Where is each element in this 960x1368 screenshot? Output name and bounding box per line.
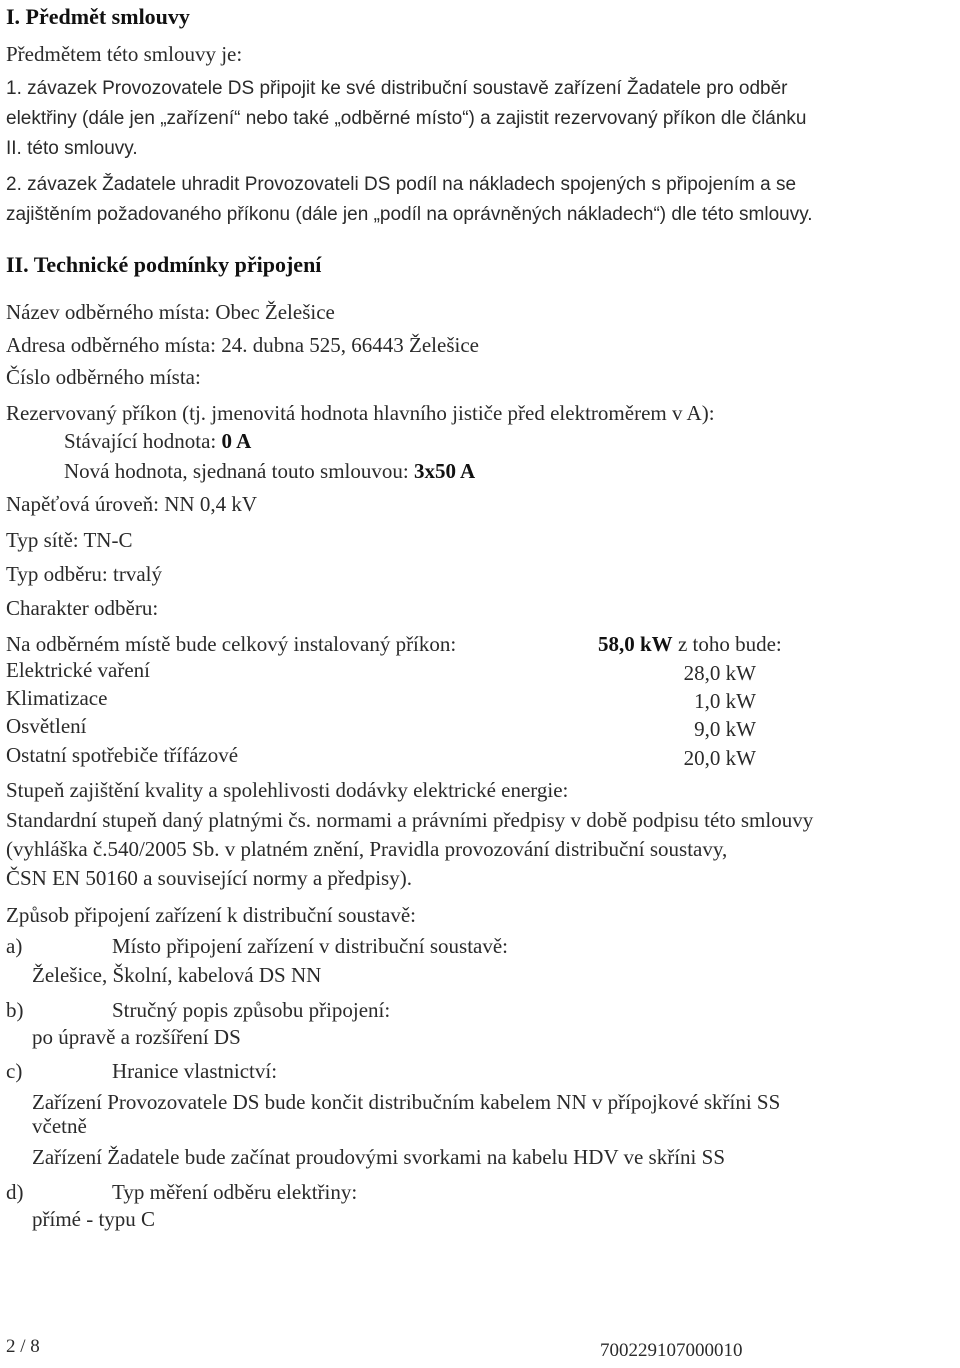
- item-1-line-2: elektřiny (dále jen „zařízení“ nebo také „odběrné místo“) a zajistit rezervovaný příkon dle článku: [6, 108, 807, 129]
- item-1-line-1: 1. závazek Provozovatele DS připojit ke své distribuční soustavě zařízení Žadatele pro odběr: [6, 78, 788, 99]
- item-c-title: Hranice vlastnictví:: [112, 1059, 278, 1083]
- consumption-character: Charakter odběru:: [6, 596, 159, 620]
- power-item-value: 28,0 kW: [683, 661, 756, 685]
- power-item-label: Osvětlení: [6, 714, 87, 738]
- current-value-label: Stávající hodnota:: [64, 429, 222, 453]
- item-a-marker: a): [6, 934, 23, 958]
- power-item-value: 9,0 kW: [694, 717, 756, 741]
- total-power-line: [598, 632, 782, 657]
- total-power-suffix: z toho bude:: [672, 632, 782, 656]
- new-value-line: [64, 459, 475, 484]
- total-power-value: 58,0 kW: [598, 632, 673, 656]
- current-value: 0 A: [221, 429, 252, 453]
- power-item-label: Ostatní spotřebiče třífázové: [6, 743, 239, 767]
- item-1-line-3: II. této smlouvy.: [6, 138, 138, 159]
- item-d-text: přímé - typu C: [32, 1207, 156, 1231]
- item-c-text-3: Zařízení Žadatele bude začínat proudovými svorkami na kabelu HDV ve skříni SS: [32, 1145, 725, 1169]
- item-b-text: po úpravě a rozšíření DS: [32, 1025, 241, 1049]
- power-item-label: Elektrické vaření: [6, 658, 151, 682]
- power-item-label: Klimatizace: [6, 686, 108, 710]
- new-value: 3x50 A: [413, 459, 476, 483]
- section-2-heading: II. Technické podmínky připojení: [6, 252, 322, 277]
- item-2-line-2: zajištěním požadovaného příkonu (dále jen „podíl na oprávněných nákladech“) dle této smlouvy.: [6, 204, 813, 225]
- quality-line-3: ČSN EN 50160 a související normy a předpisy).: [6, 866, 412, 890]
- item-b-marker: b): [6, 998, 24, 1022]
- place-address: Adresa odběrného místa: 24. dubna 525, 66443 Želešice: [6, 333, 479, 357]
- item-d-marker: d): [6, 1180, 24, 1204]
- place-name: Název odběrného místa: Obec Želešice: [6, 300, 335, 324]
- total-power-label: Na odběrném místě bude celkový instalovaný příkon:: [6, 632, 457, 656]
- new-value-label: Nová hodnota, sjednaná touto smlouvou:: [64, 459, 414, 483]
- item-b-title: Stručný popis způsobu připojení:: [112, 998, 391, 1022]
- section-1-heading: I. Předmět smlouvy: [6, 4, 190, 29]
- reserved-power-label: Rezervovaný příkon (tj. jmenovitá hodnota hlavního jističe před elektroměrem v A):: [6, 401, 715, 425]
- power-item-value: 1,0 kW: [694, 689, 756, 713]
- item-c-text-2: včetně: [32, 1114, 87, 1138]
- item-c-text-1: Zařízení Provozovatele DS bude končit distribučním kabelem NN v přípojkové skříni SS: [32, 1090, 781, 1114]
- item-a-text: Želešice, Školní, kabelová DS NN: [32, 963, 322, 987]
- item-a-title: Místo připojení zařízení v distribuční soustavě:: [112, 934, 509, 958]
- quality-line-2: (vyhláška č.540/2005 Sb. v platném znění, Pravidla provozování distribuční soustavy,: [6, 837, 728, 861]
- page-number: 2 / 8: [6, 1336, 40, 1357]
- connection-method-label: Způsob připojení zařízení k distribuční soustavě:: [6, 903, 416, 927]
- document-number: 700229107000010: [600, 1340, 743, 1361]
- item-2-line-1: 2. závazek Žadatele uhradit Provozovateli DS podíl na nákladech spojených s připojením a se: [6, 174, 797, 195]
- section-1-intro: Předmětem této smlouvy je:: [6, 42, 243, 66]
- quality-line-1: Standardní stupeň daný platnými čs. normami a právními předpisy v době podpisu této smlouvy: [6, 808, 814, 832]
- network-type: Typ sítě: TN-C: [6, 528, 133, 552]
- power-item-value: 20,0 kW: [683, 746, 756, 770]
- voltage-level: Napěťová úroveň: NN 0,4 kV: [6, 492, 257, 516]
- place-number: Číslo odběrného místa:: [6, 365, 201, 389]
- quality-label: Stupeň zajištění kvality a spolehlivosti dodávky elektrické energie:: [6, 778, 569, 802]
- item-d-title: Typ měření odběru elektřiny:: [112, 1180, 358, 1204]
- current-value-line: [64, 429, 251, 454]
- consumption-type: Typ odběru: trvalý: [6, 562, 162, 586]
- item-c-marker: c): [6, 1059, 23, 1083]
